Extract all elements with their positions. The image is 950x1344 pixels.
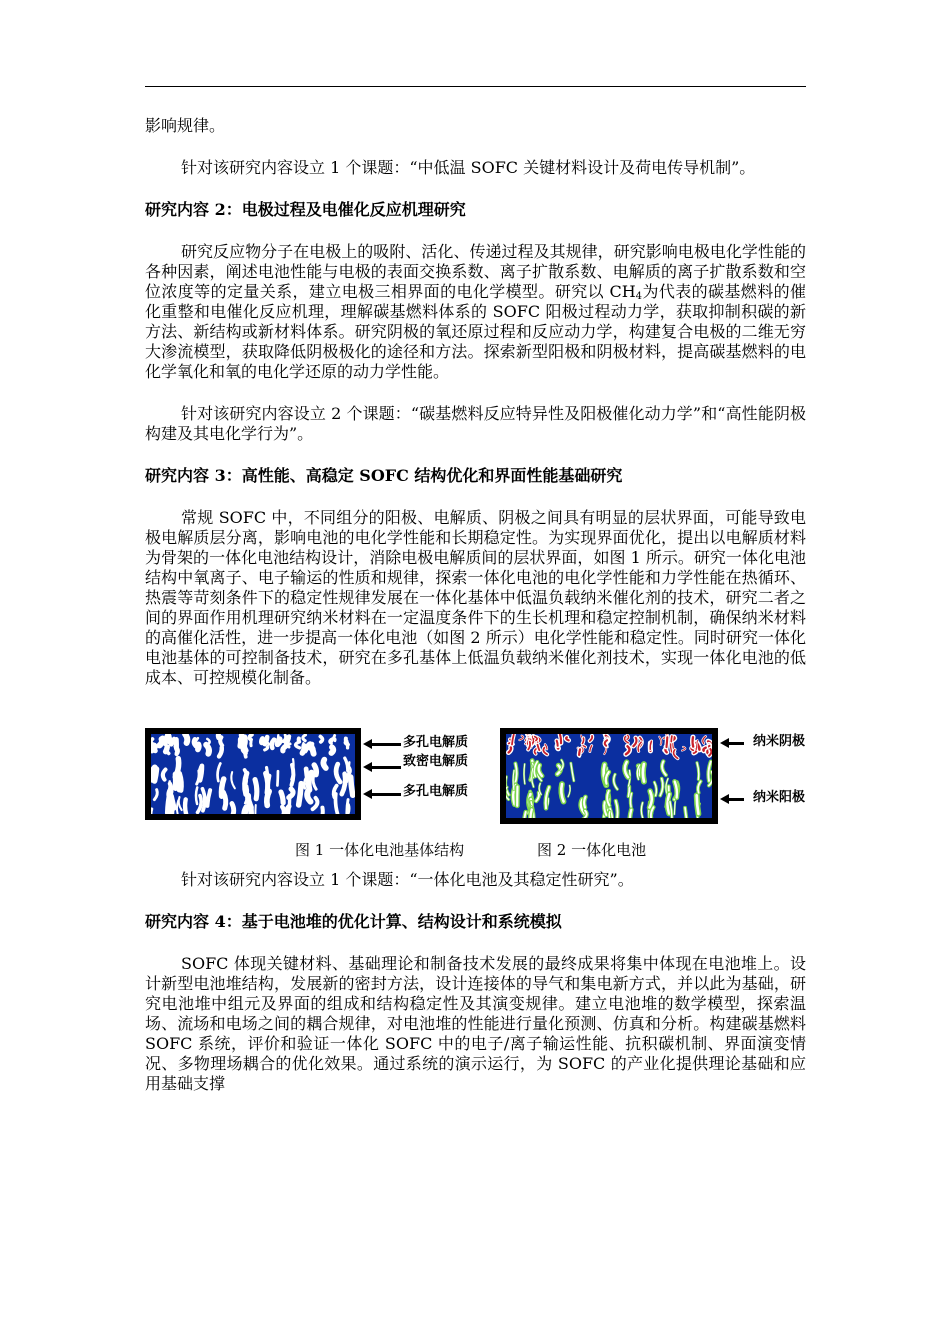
intro-tail: 影响规律。	[145, 116, 226, 135]
arrow-icon	[371, 743, 401, 746]
cathode-pore	[579, 749, 580, 755]
pore	[206, 745, 209, 754]
pore	[336, 764, 340, 782]
pore	[272, 740, 274, 748]
pore	[342, 774, 346, 794]
pore	[248, 801, 251, 817]
pore	[149, 741, 152, 747]
section-2-text-b: 为代表的碳基燃料的催化重整和电催化反应机理，理解碳基燃料体系的 SOFC 阳极过程动力学，获取抑制积碳的新方法、新结构或新材料体系。研究阴极的氧还原过程和反应动力学，构建复合电极的二维无穷大渗流模型，获取降低阴极极化的途径和方法。探索新型阳极和阴极材料，提高碳基燃料的电化学氧化和氧的电化学还原的动力学性能。	[145, 282, 806, 381]
pore	[265, 747, 268, 750]
arrow-icon	[728, 798, 744, 801]
pore	[303, 735, 306, 741]
pore	[320, 736, 322, 741]
pore	[245, 770, 247, 781]
pore	[151, 809, 155, 820]
label-nano-anode: 纳米阳极	[753, 790, 806, 805]
section-heading-2: 研究内容 2：电极过程及电催化反应机理研究	[145, 200, 466, 219]
pore	[218, 763, 221, 781]
figure-1-microstructure	[145, 728, 361, 820]
document-body	[145, 116, 806, 1094]
pore	[255, 780, 257, 799]
cathode-pore	[560, 734, 561, 743]
cathode-pore	[666, 737, 667, 747]
pore	[331, 747, 333, 753]
pore	[240, 735, 241, 745]
header-rule	[145, 86, 806, 87]
label-porous-electrolyte-bottom: 多孔电解质	[403, 784, 469, 799]
pore	[179, 797, 182, 810]
task-statement-1: 针对该研究内容设立 1 个课题：“中低温 SOFC 关键材料设计及荷电传导机制”。	[181, 158, 756, 177]
section-2-text-a: 研究反应物分子在电极上的吸附、活化、传递过程及其规律，研究影响电极电化学性能的各种因素，阐述电池性能与电极的表面交换系数、离子扩散系数、电解质的离子扩散系数和空位浓度等的定量关系，建立电极三相界面的电化学模型。研究以 CH	[145, 242, 806, 301]
section-3-paragraph: 常规 SOFC 中，不同组分的阳极、电解质、阴极之间具有明显的层状界面，可能导致电极电解质层分离，影响电池的电化学性能和长期稳定性。为实现界面优化，提出以电解质材料为骨架的一体化电池结构设计，消除电极电解质间的层状界面，如图 1 所示。研究一体化电池结构中氧离子、电子输运的性质和规律，探索一体化电池的电化学性能和力学性能在热循环、热震等苛刻条件下的稳定性规律发展在一体化基体中低温负载纳米催化剂的技术，研究二者之间的界面作用机理研究纳米材料在一定温度条件下的生长机理和稳定控制机制，确保纳米材料的高催化活性，进一步提高一体化电池（如图 2 所示）电化学性能和稳定性。同时研究一体化电池基体的可控制备技术，研究在多孔基体上低温负载纳米催化剂技术，实现一体化电池的低成本、可控规模化制备。	[145, 508, 806, 687]
pore	[231, 772, 235, 788]
pore	[299, 784, 302, 805]
pore	[277, 771, 278, 785]
pore	[281, 792, 283, 803]
pore	[196, 787, 197, 804]
label-nano-cathode: 纳米阴极	[753, 734, 806, 749]
label-porous-electrolyte-top: 多孔电解质	[403, 735, 469, 750]
anode-pore	[530, 809, 531, 824]
figure-1-caption: 图 1 一体化电池基体结构	[295, 841, 465, 859]
pore	[265, 737, 267, 744]
section-heading-3: 研究内容 3：高性能、高稳定 SOFC 结构优化和界面性能基础研究	[145, 466, 623, 485]
pore	[172, 806, 174, 820]
pore	[277, 739, 279, 744]
pore	[308, 744, 310, 748]
figure-row	[145, 728, 806, 824]
pore	[262, 739, 263, 743]
pore	[185, 734, 187, 743]
pore	[302, 747, 304, 753]
pore	[307, 791, 310, 802]
task-statement-2: 针对该研究内容设立 2 个课题：“碳基燃料反应特异性及阳极催化动力学”和“高性能阴极构建及其电化学行为”。	[145, 404, 806, 443]
pore	[299, 738, 300, 741]
pore	[282, 807, 284, 816]
pore	[313, 776, 316, 789]
figure-2-image	[500, 728, 718, 824]
pore	[163, 770, 166, 780]
cathode-pore	[693, 737, 694, 747]
pore	[152, 745, 155, 751]
pore	[229, 803, 234, 820]
figure-1-image	[145, 728, 361, 820]
pore	[200, 766, 202, 781]
pore	[320, 808, 322, 820]
pore	[173, 739, 176, 743]
pore	[166, 747, 168, 752]
pore	[283, 746, 286, 751]
pore	[288, 796, 290, 817]
cathode-pore	[557, 741, 558, 746]
pore	[313, 798, 318, 809]
pore	[154, 790, 157, 800]
pore	[221, 779, 223, 796]
cathode-pore	[671, 736, 672, 741]
pore	[243, 746, 245, 750]
pore	[345, 758, 348, 770]
label-dense-electrolyte: 致密电解质	[403, 754, 469, 769]
pore	[249, 735, 251, 740]
pore	[198, 744, 199, 749]
pore	[351, 777, 353, 795]
pore	[207, 739, 209, 744]
section-heading-4: 研究内容 4：基于电池堆的优化计算、结构设计和系统模拟	[145, 912, 562, 931]
pore	[185, 799, 186, 815]
figure-captions	[145, 840, 806, 864]
pore	[255, 805, 256, 820]
arrow-icon	[728, 742, 744, 745]
anode-pore	[643, 764, 644, 781]
pore	[207, 790, 210, 806]
figure-2-microstructure	[500, 728, 718, 824]
arrow-icon	[371, 793, 401, 796]
pore	[219, 748, 222, 757]
pore	[286, 736, 289, 740]
task-statement-3: 针对该研究内容设立 1 个课题：“一体化电池及其稳定性研究”。	[181, 870, 634, 889]
pore	[288, 744, 290, 747]
pore	[267, 768, 268, 788]
figure-2-caption: 图 2 一体化电池	[537, 841, 647, 859]
subscript: 4	[635, 291, 643, 302]
pore	[323, 760, 325, 768]
section-4-paragraph: SOFC 体现关键材料、基础理论和制备技术发展的最终成果将集中体现在电池堆上。设计新型电池堆结构，发展新的密封方法，设计连接体的导气和集电新方式，并以此为基础，研究电池堆中组元及界面的组成和结构稳定性及其演变规律。建立电池堆的数学模型，探索温场、流场和电场之间的耦合规律，对电池堆的性能进行量化预测、仿真和分析。构建碳基燃料 SOFC 系统，评价和验证一体化 SOFC 中的电子/离子输运性能、抗积碳机制、界面演变情况、多物理场耦合的优化效果。通过系统的演示运行，为 SOFC 的产业化提供理论基础和应用基础支撑	[145, 954, 806, 1093]
arrow-icon	[371, 766, 401, 769]
anode-pore	[629, 787, 630, 797]
pore	[220, 737, 222, 745]
section-2-paragraph	[145, 242, 806, 382]
pore	[180, 773, 182, 790]
pore	[154, 769, 156, 781]
pore	[296, 743, 300, 748]
pore	[314, 765, 316, 775]
